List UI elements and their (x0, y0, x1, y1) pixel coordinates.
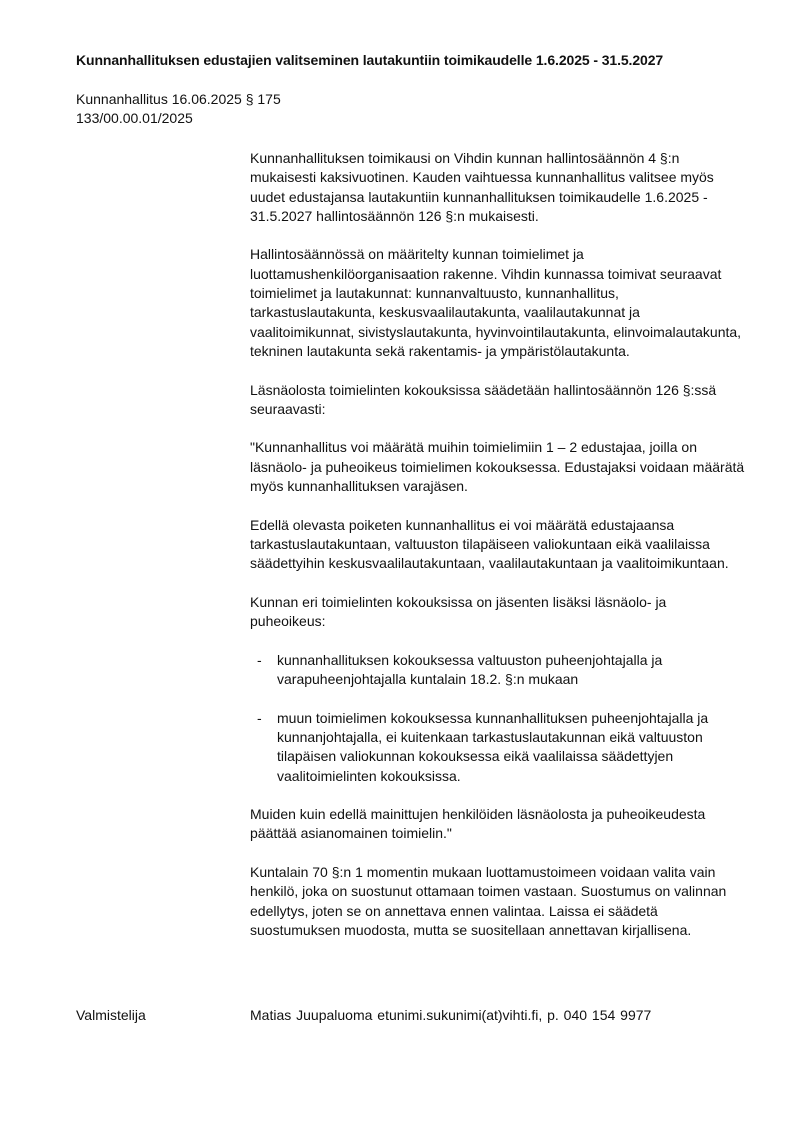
quote-paragraph: "Kunnanhallitus voi määrätä muihin toimielimiin 1 – 2 edustajaa, joilla on läsnäolo- ja puheoikeus toimielimen kokouksessa. Edustajaksi voidaan määrätä myös kunnanhallituksen varajäsen. (250, 439, 745, 495)
list-item-text: muun toimielimen kokouksessa kunnanhallituksen puheenjohtajalla ja kunnanjohtajalla, ei kuitenkaan tarkastuslautakunnan eikä valtuuston tilapäisen valiokunnan kokouksessa eikä vaalilaissa säädettyjen vaalitoimielinten kokouksissa. (277, 709, 709, 784)
list-item-text: kunnanhallituksen kokouksessa valtuuston puheenjohtajalla ja varapuheenjohtajalla kuntalain 18.2. §:n mukaan (277, 651, 663, 688)
document-title: Kunnanhallituksen edustajien valitseminen lautakuntiin toimikaudelle 1.6.2025 - 31.5.2027 (76, 52, 664, 68)
bullet-marker: - (257, 709, 262, 726)
quote-paragraph: Edellä olevasta poiketen kunnanhallitus ei voi määrätä edustajaansa tarkastuslautakuntaan, valtuuston tilapäiseen valiokuntaan eikä vaalilaissa säädettyihin keskusvaalilautakuntaan, vaalilautakuntaan ja vaalitoimikuntaan. (250, 516, 729, 572)
preparer-contact: Matias Juupaluoma etunimi.sukunimi(at)vihti.fi, p. 040 154 9977 (250, 1007, 652, 1023)
meeting-meta (76, 90, 281, 129)
list-item (250, 709, 745, 786)
paragraph: Kuntalain 70 §:n 1 momentin mukaan luottamustoimeen voidaan valita vain henkilö, joka on suostunut ottamaan toimen vastaan. Suostumus on valinnan edellytys, joten se on annettava ennen valintaa. Laissa ei säädetä suostumuksen muodosta, mutta se suositellaan annettavan kirjallisena. (250, 863, 727, 938)
document-body (250, 149, 745, 959)
bullet-marker: - (257, 651, 262, 668)
quote-paragraph: Muiden kuin edellä mainittujen henkilöiden läsnäolosta ja puheoikeudesta päättää asianomainen toimielin." (250, 806, 706, 842)
paragraph: Kunnanhallituksen toimikausi on Vihdin kunnan hallintosäännön 4 §:n mukaisesti kaksivuotinen. Kauden vaihtuessa kunnanhallitus valitsee myös uudet edustajansa lautakuntiin kunnanhallituksen toimikaudelle 1.6.2025 - 31.5.2027 hallintosäännön 126 §:n mukaisesti. (250, 150, 714, 224)
list-item (250, 651, 745, 690)
meeting-reference: Kunnanhallitus 16.06.2025 § 175 (76, 91, 281, 107)
bullet-list (250, 651, 745, 786)
quote-paragraph: Kunnan eri toimielinten kokouksissa on jäsenten lisäksi läsnäolo- ja puheoikeus: (250, 593, 667, 630)
diary-number: 133/00.00.01/2025 (76, 110, 193, 127)
paragraph: Hallintosäännössä on määritelty kunnan toimielimet ja luottamushenkilöorganisaation rakenne. Vihdin kunnassa toimivat seuraavat toimielimet ja lautakunnat: kunnanvaltuusto, kunnanhallitus, tarkastuslautakunta, keskusvaalilautakunta, vaalilautakunnat ja vaalitoimikunnat, sivistyslautakunta, hyvinvointilautakunta, elinvoimalautakunta, tekninen lautakunta sekä rakentamis- ja ympäristölautakunta. (250, 246, 742, 359)
paragraph: Läsnäolosta toimielinten kokouksissa säädetään hallintosäännön 126 §:ssä seuraavasti: (250, 381, 717, 417)
preparer-label: Valmistelija (76, 1007, 146, 1023)
